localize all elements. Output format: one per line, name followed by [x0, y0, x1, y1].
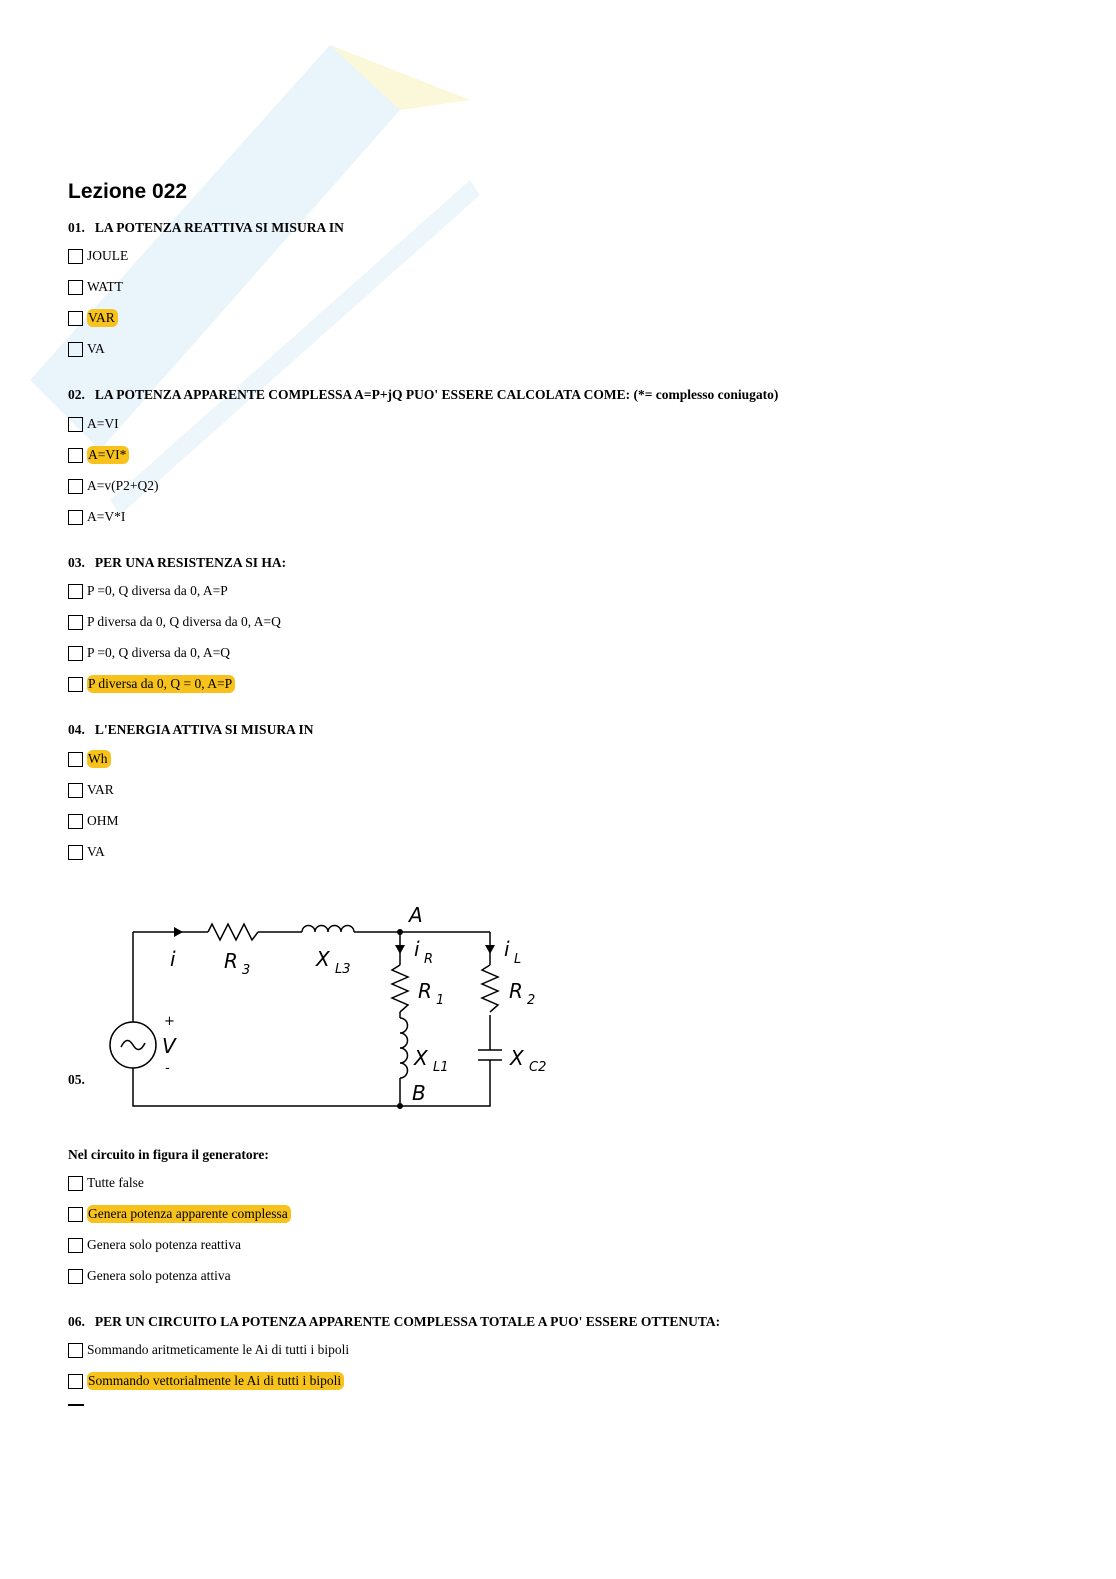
answer-label: JOULE	[87, 248, 129, 263]
question-number: 05.	[68, 1072, 85, 1087]
label-v: V	[162, 1034, 176, 1058]
correct-answer-label: Genera potenza apparente complessa	[87, 1205, 291, 1223]
question-text: Nel circuito in figura il generatore:	[68, 1147, 269, 1162]
question-text: LA POTENZA REATTIVA SI MISURA IN	[94, 220, 344, 235]
page-title: Lezione 022	[68, 180, 188, 203]
current-arrow-i	[174, 927, 183, 937]
answer-label: Sommando aritmeticamente le Ai di tutti i bipoli	[87, 1342, 350, 1357]
answer-label: Tutte false	[87, 1175, 144, 1190]
label-r1: R	[418, 979, 432, 1003]
label-xl1-sub: L1	[433, 1060, 449, 1075]
question-number: 03.	[68, 555, 85, 570]
label-il: i	[504, 937, 510, 961]
label-xl3-sub: L3	[335, 962, 351, 977]
question-text: L'ENERGIA ATTIVA SI MISURA IN	[94, 722, 314, 737]
separator-dash	[68, 1404, 84, 1406]
capacitor-xc2	[478, 1050, 502, 1060]
label-xl1: X	[414, 1046, 428, 1070]
correct-answer-label: A=VI*	[87, 446, 129, 464]
answer-label: A=v(P2+Q2)	[87, 478, 159, 493]
node-a	[397, 929, 403, 935]
answer-label: Genera solo potenza attiva	[87, 1268, 231, 1283]
question-number: 06.	[68, 1314, 85, 1329]
answer-label: VA	[87, 844, 105, 859]
answer-label: P =0, Q diversa da 0, A=P	[87, 583, 228, 598]
label-r2-sub: 2	[527, 993, 536, 1008]
label-il-sub: L	[514, 952, 522, 967]
label-plus: +	[164, 1014, 175, 1029]
resistor-r3	[208, 924, 258, 940]
inductor-xl3	[302, 926, 354, 932]
label-r2: R	[509, 979, 523, 1003]
answer-label: A=VI	[87, 416, 119, 431]
answer-label: Genera solo potenza reattiva	[87, 1237, 242, 1252]
question-number: 02.	[68, 387, 85, 402]
answer-label: OHM	[87, 813, 119, 828]
answer-label: P diversa da 0, Q diversa da 0, A=Q	[87, 614, 281, 629]
question-number: 04.	[68, 722, 85, 737]
label-r3-sub: 3	[242, 963, 251, 978]
question-number: 01.	[68, 220, 85, 235]
label-a: A	[409, 903, 423, 927]
answer-label: A=V*I	[87, 509, 126, 524]
label-minus: -	[165, 1061, 170, 1076]
label-xc2-sub: C2	[529, 1060, 547, 1075]
label-ir-sub: R	[424, 952, 434, 967]
answer-label: VAR	[87, 782, 114, 797]
question-text: PER UNA RESISTENZA SI HA:	[94, 555, 287, 570]
label-r3: R	[224, 949, 238, 973]
correct-answer-label: Wh	[87, 750, 111, 768]
current-arrow-il	[485, 945, 495, 954]
label-xc2: X	[510, 1046, 524, 1070]
question-text: PER UN CIRCUITO LA POTENZA APPARENTE COMPLESSA TOTALE A PUO' ESSERE OTTENUTA:	[94, 1314, 721, 1329]
label-i: i	[170, 947, 176, 971]
question-text: LA POTENZA APPARENTE COMPLESSA A=P+jQ PUO' ESSERE CALCOLATA COME: (*= complesso coniugato)	[94, 387, 779, 402]
label-xl3: X	[316, 947, 330, 971]
correct-answer-label: P diversa da 0, Q = 0, A=P	[87, 675, 235, 693]
inductor-xl1	[400, 1018, 408, 1078]
label-ir: i	[414, 937, 420, 961]
node-b	[397, 1103, 403, 1109]
current-arrow-ir	[395, 945, 405, 954]
correct-answer-label: VAR	[87, 309, 118, 327]
answer-label: WATT	[87, 279, 123, 294]
answer-label: VA	[87, 341, 105, 356]
label-r1-sub: 1	[436, 993, 445, 1008]
label-b: B	[412, 1081, 426, 1105]
answer-label: P =0, Q diversa da 0, A=Q	[87, 645, 230, 660]
resistor-r2	[482, 965, 498, 1012]
resistor-r1	[392, 965, 408, 1012]
correct-answer-label: Sommando vettorialmente le Ai di tutti i bipoli	[87, 1372, 344, 1390]
